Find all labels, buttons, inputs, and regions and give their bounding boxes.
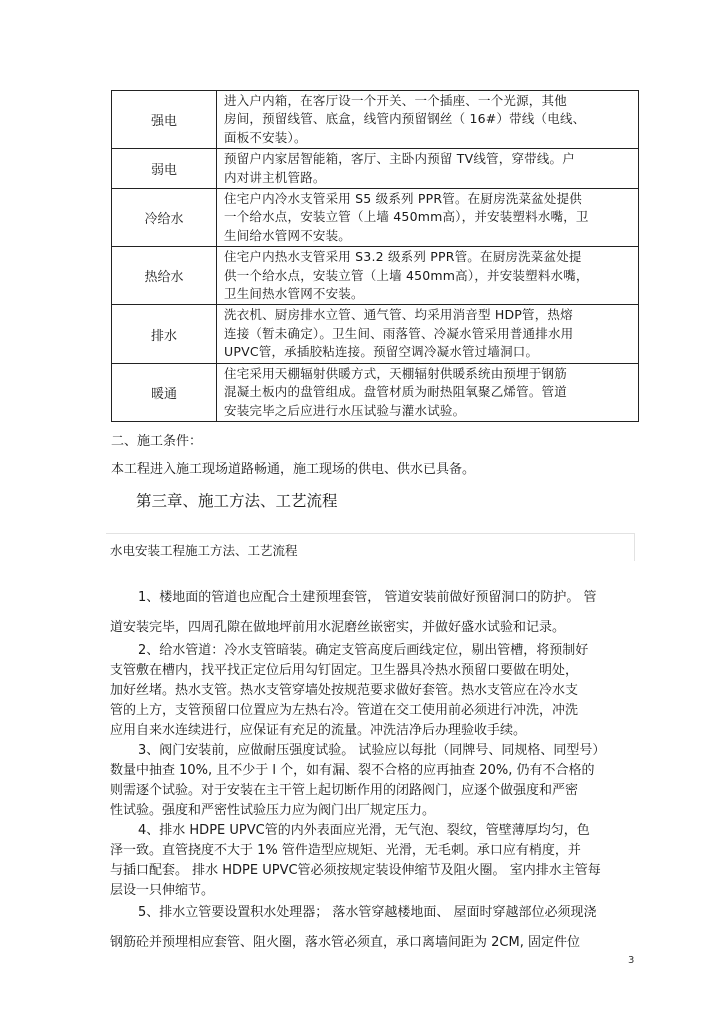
- row-category: 排水: [112, 305, 217, 363]
- description-line: 住宅户内冷水支管采用 S5 级系列 PPR管。在厨房洗菜盆处提供: [224, 191, 582, 207]
- body-line: 则需逐个试验。对于安装在主干管上起切断作用的闭路阀门，应逐个做强度和严密: [110, 783, 579, 798]
- body-line: 5、排水立管要设置积水处理器； 落水管穿越楼地面、 屋面时穿越部位必须现浇: [138, 905, 597, 920]
- page-number: 3: [628, 955, 635, 966]
- row-description: [217, 149, 639, 189]
- description-line: 住宅户内热水支管采用 S3.2 级系列 PPR管。在厨房洗菜盆处提: [224, 249, 582, 265]
- body-line: 加好丝堵。热水支管。热水支管穿墙处按规范要求做好套管。热水支管应在冷水支: [110, 683, 579, 698]
- description-line: 住宅采用天棚辐射供暖方式，天棚辐射供暖系统由预埋于钢筋: [224, 365, 567, 381]
- row-description: [217, 363, 639, 421]
- description-line: 房间，预留线管、底盒，线管内预留钢丝（ 16#）带线（电线、: [224, 111, 586, 127]
- description-line: 供一个给水点，安装立管（上墙 450mm高），并安装塑料水嘴，: [224, 267, 589, 283]
- subtitle-box: [106, 533, 635, 561]
- body-line: 钢筋砼并预埋相应套管、阻火圈，落水管必须直，承口离墙间距为 2CM, 固定件位: [110, 935, 580, 950]
- description-line: 混凝土板内的盘管组成。盘管材质为耐热阻氧聚乙烯管。管道: [224, 384, 567, 400]
- row-category: 冷给水: [112, 189, 217, 247]
- description-line: 洗衣机、厨房排水立管、通气管、均采用消音型 HDP管，热熔: [224, 307, 573, 323]
- chapter-title: 第三章、施工方法、工艺流程: [136, 492, 338, 510]
- row-description: [217, 189, 639, 247]
- table-row: [112, 247, 639, 305]
- body-line: 数量中抽查 10%, 且不少于 l 个，如有漏、裂不合格的应再抽查 20%, 仍有不合格的: [110, 763, 595, 778]
- description-line: 安装完毕之后应进行水压试验与灌水试验。: [224, 402, 466, 418]
- description-line: 面板不安装）。: [224, 129, 307, 145]
- row-description: [217, 247, 639, 305]
- description-line: 预留户内家居智能箱，客厅、主卧内预留 TV线管，穿带线。户: [224, 151, 575, 167]
- body-line: 泽一致。直管挠度不大于 1% 管件造型应规矩、光滑，无毛刺。承口应有梢度，并: [110, 843, 581, 858]
- installation-spec-table: [111, 90, 639, 422]
- description-line: 一个给水点，安装立管（上墙 450mm高），并安装塑料水嘴，卫: [224, 209, 589, 225]
- description-line: 连接（暂未确定）。卫生间、雨落管、冷凝水管采用普通排水用: [224, 325, 574, 341]
- row-category: 热给水: [112, 247, 217, 305]
- table-row: [112, 189, 639, 247]
- table-row: [112, 149, 639, 189]
- conditions-text: 本工程进入施工现场道路畅通，施工现场的供电、供水已具备。: [111, 462, 476, 477]
- body-line: 2、给水管道：冷水支管暗装。确定支管高度后画线定位，剔出管槽，将预制好: [138, 643, 589, 658]
- body-line: 1、楼地面的管道也应配合土建预埋套管， 管道安装前做好预留洞口的防护。 管: [138, 590, 597, 605]
- body-line: 4、排水 HDPE UPVC管的内外表面应光滑，无气泡、裂纹，管壁薄厚均匀，色: [138, 823, 590, 838]
- table-row: [112, 305, 639, 363]
- row-category: 强电: [112, 91, 217, 149]
- description-line: 生间给水管网不安装。: [224, 227, 352, 243]
- body-line: 与插口配套。 排水 HDPE UPVC管必须按规定装设伸缩节及阻火圈。 室内排水主管每: [110, 863, 601, 878]
- sub-title: 水电安装工程施工方法、工艺流程: [110, 543, 298, 558]
- row-description: [217, 305, 639, 363]
- row-description: [217, 91, 639, 149]
- description-line: 卫生间热水管网不安装。: [224, 286, 364, 302]
- table-row: [112, 91, 639, 149]
- description-line: 内对讲主机管路。: [224, 169, 326, 185]
- body-line: 层设一只伸缩节。: [110, 883, 215, 898]
- table-row: [112, 363, 639, 421]
- row-category: 暖通: [112, 363, 217, 421]
- body-line: 性试验。强度和严密性试验压力应为阀门出厂规定压力。: [110, 803, 436, 818]
- body-line: 支管敷在槽内，找平找正定位后用勾钉固定。卫生器具冷热水预留口要做在明处，: [110, 663, 579, 678]
- description-line: 进入户内箱，在客厅设一个开关、一个插座、一个光源，其他: [224, 93, 567, 108]
- conditions-heading: 二、施工条件：: [111, 434, 203, 449]
- body-line: 应用自来水连续进行，应保证有充足的流量。冲洗洁净后办理验收手续。: [110, 723, 527, 738]
- row-category: 弱电: [112, 149, 217, 189]
- description-line: UPVC管，承插胶粘连接。预留空调冷凝水管过墙洞口。: [224, 344, 539, 360]
- body-line: 3、阀门安装前，应做耐压强度试验。 试验应以每批（同牌号、同规格、同型号）: [138, 743, 606, 758]
- body-line: 管的上方，支管预留口位置应为左热右冷。管道在交工使用前必须进行冲洗，冲洗: [110, 703, 579, 718]
- body-line: 道安装完毕，四周孔隙在做地坪前用水泥磨丝嵌密实，并做好盛水试验和记录。: [110, 620, 566, 635]
